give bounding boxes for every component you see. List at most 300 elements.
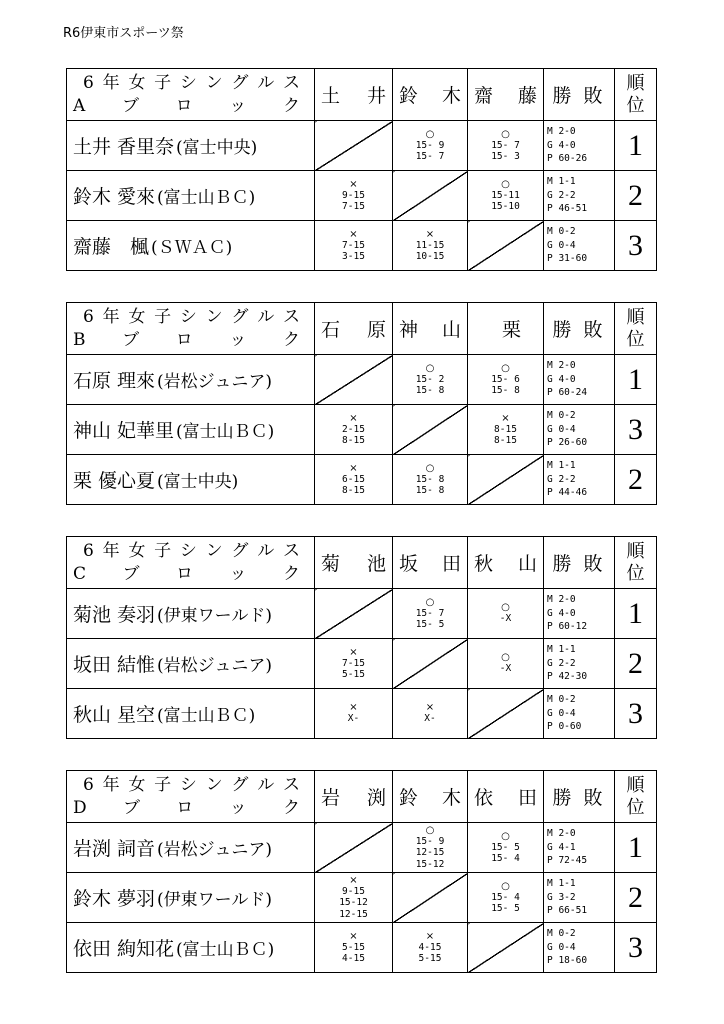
game-score: 8-15 [494,423,517,435]
game-score: 5-15 [418,953,442,964]
game-score: 4-15 [342,953,365,964]
name-char: 石 [321,319,341,341]
name-char: 原 [366,319,386,341]
win-mark: ○ [501,178,510,190]
record-line: P 26-60 [547,437,588,449]
record-line: G 2-2 [547,473,576,485]
player-name-cell [67,355,315,405]
match-result-cell [468,405,544,455]
loss-mark: × [425,930,435,942]
win-mark: ○ [425,362,435,374]
match-result-cell [393,455,468,505]
opponent-name [393,549,467,576]
title-char: ス [282,774,300,795]
record-cell [544,639,615,689]
game-score: 15- 4 [491,853,520,864]
title-char: B [73,329,86,350]
name-char: 坂 [399,553,419,575]
title-char: ブ [121,95,139,116]
rank-cell: 2 [615,873,657,923]
record-cell [544,589,615,639]
block-title-line1 [67,774,314,797]
opponent-name [315,549,392,576]
player-name-cell [67,589,315,639]
game-score: 9-15 [342,885,365,897]
title-char: ロ [175,563,193,584]
record-line: P 44-46 [547,487,588,499]
rank-header-top: 順 [626,306,645,328]
game-score: 15-10 [491,201,520,212]
loss-mark: × [349,412,358,424]
title-char: ロ [175,329,193,350]
player-team: (富士山ＢＣ) [157,188,256,208]
record-line: M 2-0 [547,126,576,138]
rank-header-bottom: 位 [626,562,645,584]
loss-mark: × [425,228,435,240]
title-char: 年 [102,774,120,795]
title-char: ブ [122,329,140,350]
record-line: P 42-30 [547,671,588,683]
record-cell [544,689,615,739]
record-line: P 60-24 [547,387,588,399]
win-mark: ○ [501,652,510,664]
title-char: グ [231,774,249,795]
title-char: C [73,563,87,584]
win-mark: ○ [501,362,510,374]
title-char: 子 [154,540,172,561]
player-name: 齋藤 楓 [73,236,150,258]
title-char: 年 [102,540,120,561]
opponent-name [315,783,392,810]
record-line: M 1-1 [547,644,576,656]
title-char: ン [205,774,223,795]
game-score: 11-15 [415,239,445,251]
title-char: ク [282,563,300,584]
round-robin-table [66,536,657,739]
player-name-cell [67,171,315,221]
rank-cell: 1 [615,121,657,171]
opponent-name [468,81,543,108]
opponent-header [393,771,468,823]
title-char: 年 [102,72,120,93]
title-char: ル [257,774,275,795]
player-name-cell [67,405,315,455]
game-score: X- [424,713,436,725]
record-line: M 1-1 [547,460,576,472]
player-row [67,589,657,639]
round-robin-table [66,68,657,271]
record-line: P 31-60 [547,253,588,265]
player-team: (富士山ＢＣ) [157,706,256,726]
name-char: 土 [321,85,341,107]
record-line: M 1-1 [547,878,576,890]
match-result-cell [393,689,468,739]
match-result-cell [468,873,544,923]
loss-mark: × [349,646,358,658]
name-char: 神 [399,319,419,341]
title-char: グ [231,540,249,561]
record-line: P 18-60 [547,955,588,967]
block-title [67,69,315,121]
title-char: 女 [128,540,146,561]
rank-header-bottom: 位 [626,94,645,116]
opponent-name [468,783,543,810]
player-name: 菊池 奏羽 [73,604,156,626]
record-cell [544,823,615,873]
title-char: 女 [128,72,146,93]
title-char: 子 [154,72,172,93]
win-loss-header: 勝 敗 [544,771,615,823]
game-score: 15- 9 [415,835,445,847]
record-line: G 4-0 [547,373,576,385]
player-row [67,873,657,923]
title-char: 女 [128,774,146,795]
title-char: グ [231,72,249,93]
player-team: (富士中央) [157,472,239,492]
match-result-cell [315,221,393,271]
match-result-cell [468,171,544,221]
opponent-header [393,69,468,121]
title-char: ブ [122,797,140,818]
block-title-line2 [67,563,314,586]
game-score: 15- 5 [415,619,445,630]
block-title-line1 [67,540,314,563]
opponent-name [468,549,543,576]
player-name: 石原 理來 [73,370,156,392]
game-score: 5-15 [342,669,365,680]
player-name-cell [67,455,315,505]
opponent-header [315,537,393,589]
game-score: 15- 4 [491,891,520,903]
block-title-line2 [67,95,314,118]
rank-header-bottom: 位 [626,796,645,818]
game-score: 3-15 [342,251,365,262]
block-title [67,303,315,355]
opponent-header [315,303,393,355]
player-row [67,355,657,405]
name-char: 菊 [321,553,341,575]
opponent-header [393,537,468,589]
player-row [67,823,657,873]
title-char: ロ [175,95,193,116]
game-score: 15- 7 [491,139,520,151]
title-char: ス [282,540,300,561]
player-team: (富士山ＢＣ) [176,422,275,442]
player-team: (岩松ジュニア) [157,372,272,392]
player-name-cell [67,639,315,689]
opponent-name [468,315,543,342]
game-score: 8-15 [342,435,365,446]
match-result-cell [468,639,544,689]
title-char: 6 [83,306,94,327]
record-line: G 0-4 [547,239,576,251]
record-line: G 4-1 [547,841,576,853]
win-mark: ○ [501,128,510,140]
game-score: 15- 6 [491,373,520,385]
record-line: M 2-0 [547,594,576,606]
player-row [67,171,657,221]
title-char: ン [205,306,223,327]
rank-header-top: 順 [626,774,645,796]
rank-header-top: 順 [626,72,645,94]
game-score: 15- 8 [415,385,445,396]
win-loss-header: 勝 敗 [544,69,615,121]
title-char: 6 [83,774,94,795]
rank-cell: 2 [615,455,657,505]
game-score: 5-15 [342,941,365,953]
match-result-cell [315,873,393,923]
loss-mark: × [349,702,358,714]
player-team: (岩松ジュニア) [157,656,272,676]
game-score: 15-12 [339,897,368,909]
title-char: ン [205,540,223,561]
rank-header [615,303,657,355]
record-line: M 0-2 [547,694,576,706]
record-line: G 0-4 [547,423,576,435]
record-line: P 60-26 [547,153,588,165]
game-score: 15- 7 [415,151,445,162]
win-mark: ○ [501,830,510,842]
self-match-cell [315,355,393,405]
opponent-name [393,315,467,342]
opponent-header [315,771,393,823]
game-score: 15- 2 [415,373,445,385]
header-row [67,303,657,355]
game-score: -X [499,613,512,625]
player-name-cell [67,121,315,171]
win-mark: ○ [425,596,435,608]
title-char: 子 [154,774,172,795]
title-char: ッ [229,797,247,818]
title-char: 子 [154,306,172,327]
name-char: 鈴 [399,787,419,809]
round-robin-table [66,770,657,973]
game-score: 6-15 [342,473,365,485]
player-row [67,121,657,171]
header-row [67,69,657,121]
record-cell [544,121,615,171]
game-score: 15- 8 [415,485,445,496]
title-char: ク [283,329,300,350]
win-mark: ○ [425,824,435,836]
match-result-cell [393,355,468,405]
name-char: 鈴 [399,85,419,107]
title-char: ル [257,540,275,561]
record-line: M 0-2 [547,928,576,940]
record-line: G 2-2 [547,657,576,669]
name-char: 田 [517,787,537,809]
title-char: 年 [102,306,120,327]
game-score: X- [347,713,360,725]
loss-mark: × [349,930,358,942]
opponent-name [315,81,392,108]
record-cell [544,221,615,271]
match-result-cell [468,121,544,171]
game-score: 15- 9 [415,139,445,151]
player-row [67,639,657,689]
match-result-cell [315,923,393,973]
win-loss-header: 勝 敗 [544,537,615,589]
self-match-cell [315,589,393,639]
block-title [67,771,315,823]
opponent-header [468,771,544,823]
game-score: 7-15 [342,657,365,669]
loss-mark: × [349,178,358,190]
opponent-name [393,783,467,810]
record-line: M 2-0 [547,360,576,372]
title-char: 女 [128,306,146,327]
block-title-line1 [67,306,314,329]
title-char: ス [282,306,300,327]
game-score: 15- 8 [415,473,445,485]
opponent-header [468,537,544,589]
self-match-cell [468,455,544,505]
title-char: D [73,797,87,818]
rank-header [615,771,657,823]
record-line: P 46-51 [547,203,588,215]
name-char: 栗 [501,319,521,341]
title-char: ク [282,797,300,818]
game-score: 9-15 [342,189,365,201]
self-match-cell [393,405,468,455]
title-char: ク [282,95,300,116]
self-match-cell [393,873,468,923]
opponent-header [468,303,544,355]
record-line: G 2-2 [547,189,576,201]
record-line: P 60-12 [547,621,588,633]
record-line: P 66-51 [547,905,588,917]
player-name: 鈴木 夢羽 [73,888,156,910]
title-char: シ [179,540,197,561]
title-char: ス [282,72,300,93]
opponent-header [315,69,393,121]
header-row [67,771,657,823]
game-score: 7-15 [342,201,365,212]
match-result-cell [393,923,468,973]
player-team: (富士中央) [176,138,258,158]
player-row [67,405,657,455]
block-title-line1 [67,72,314,95]
match-result-cell [315,455,393,505]
name-char: 岩 [321,787,341,809]
header-row [67,537,657,589]
loss-mark: × [501,412,510,424]
document-title: R6伊東市スポーツ祭 [63,26,184,41]
record-line: G 0-4 [547,941,576,953]
loss-mark: × [349,462,358,474]
opponent-header [468,69,544,121]
player-team: (伊東ワールド) [157,890,272,910]
win-mark: ○ [501,880,510,892]
title-char: A [73,95,86,116]
match-result-cell [468,355,544,405]
name-char: 齋 [474,85,494,107]
name-char: 池 [366,553,386,575]
player-name-cell [67,689,315,739]
player-team: (ＳＷＡＣ) [151,238,233,258]
match-result-cell [468,589,544,639]
loss-mark: × [349,874,358,886]
player-name-cell [67,221,315,271]
player-name-cell [67,873,315,923]
game-score: 15- 8 [491,385,520,396]
title-char: グ [231,306,249,327]
loss-mark: × [425,702,435,714]
player-name: 栗 優心夏 [73,470,156,492]
player-name: 神山 妃華里 [73,420,175,442]
rank-header-top: 順 [626,540,645,562]
self-match-cell [393,171,468,221]
rank-header [615,537,657,589]
title-char: ロ [176,797,194,818]
player-name-cell [67,823,315,873]
record-line: G 3-2 [547,891,576,903]
opponent-name [315,315,392,342]
game-score: 12-15 [339,908,368,920]
game-score: 15-11 [491,189,520,201]
player-name: 鈴木 愛來 [73,186,156,208]
title-char: ル [257,72,275,93]
player-team: (伊東ワールド) [157,606,272,626]
record-line: G 4-0 [547,607,576,619]
record-cell [544,923,615,973]
player-name: 坂田 結惟 [73,654,156,676]
title-char: シ [179,774,197,795]
rank-cell: 2 [615,171,657,221]
player-row [67,923,657,973]
opponent-header [393,303,468,355]
win-loss-header: 勝 敗 [544,303,615,355]
record-line: P 0-60 [547,721,582,733]
round-robin-table [66,302,657,505]
title-char: ン [205,72,223,93]
title-char: ル [257,306,275,327]
win-mark: ○ [425,462,435,474]
rank-cell: 3 [615,405,657,455]
match-result-cell [315,405,393,455]
record-line: G 0-4 [547,707,576,719]
player-team: (岩松ジュニア) [157,840,272,860]
player-row [67,689,657,739]
game-score: 7-15 [342,239,365,251]
title-char: ッ [229,563,247,584]
game-score: 15- 3 [491,151,520,162]
block-title [67,537,315,589]
game-score: 15- 5 [491,841,520,853]
game-score: 10-15 [415,251,445,262]
block-title-line2 [67,797,314,820]
player-name: 依田 絢知花 [73,938,175,960]
name-char: 井 [366,85,386,107]
match-result-cell [468,823,544,873]
record-cell [544,873,615,923]
self-match-cell [468,923,544,973]
record-line: M 0-2 [547,410,576,422]
player-name: 土井 香里奈 [73,136,175,158]
self-match-cell [468,221,544,271]
game-score: -X [499,663,512,675]
match-result-cell [393,221,468,271]
title-char: 6 [83,540,94,561]
name-char: 田 [441,553,461,575]
record-line: P 72-45 [547,855,588,867]
title-char: シ [179,72,197,93]
record-cell [544,171,615,221]
record-line: M 2-0 [547,828,576,840]
name-char: 渕 [366,787,386,809]
opponent-name [393,81,467,108]
self-match-cell [468,689,544,739]
